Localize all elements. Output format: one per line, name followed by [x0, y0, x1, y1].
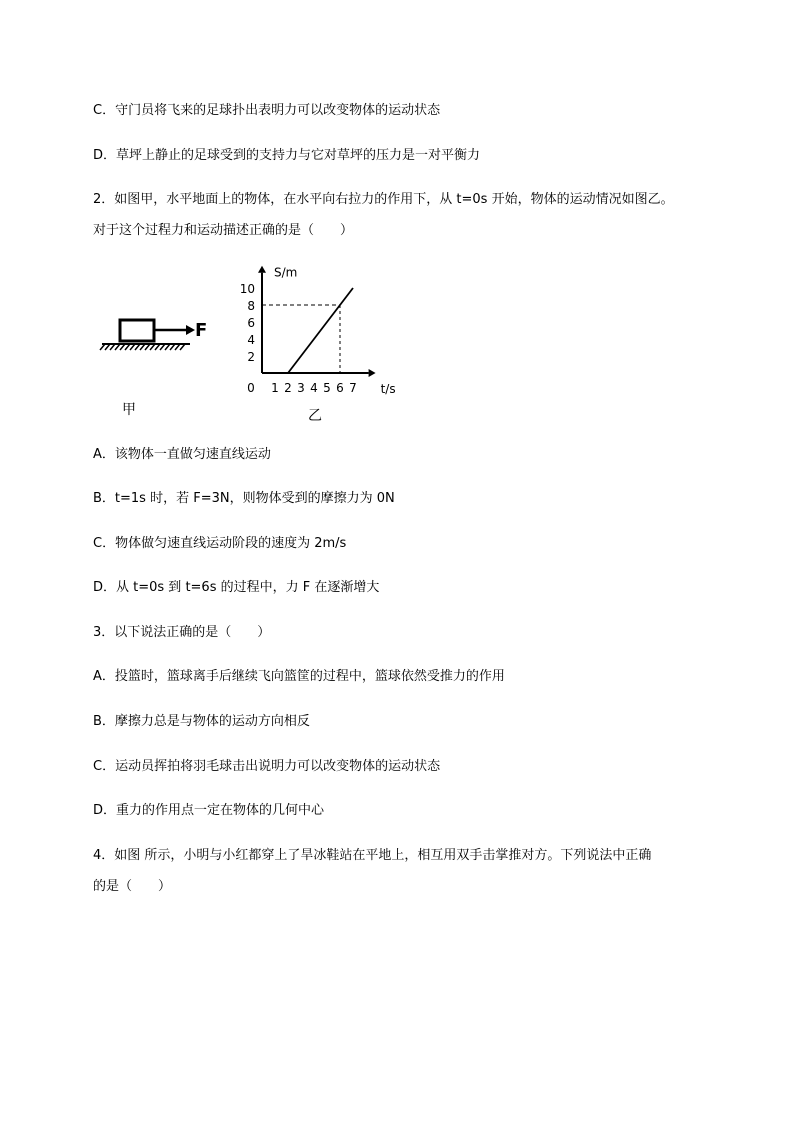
caption-jia: 甲: [122, 402, 136, 418]
x-tick-label: 1: [271, 381, 279, 395]
y-tick-label: 10: [239, 282, 255, 296]
q3-option-a: A．投篮时，篮球离手后继续飞向篮筐的过程中，篮球依然受推力的作用: [93, 669, 505, 684]
force-arrow-head: [186, 325, 195, 335]
prev-option-c: C．守门员将飞来的足球扑出表明力可以改变物体的运动状态: [93, 103, 441, 118]
q3-option-c: C．运动员挥拍将羽毛球击出说明力可以改变物体的运动状态: [93, 759, 441, 774]
block: [120, 320, 154, 341]
q2-figure: [95, 265, 425, 428]
force-label: F: [195, 320, 208, 341]
y-axis-label: S/m: [274, 265, 298, 280]
x-tick-label: 2: [284, 381, 292, 395]
q2-option-b: B．t=1s 时，若 F=3N，则物体受到的摩擦力为 0N: [93, 491, 395, 506]
q2-option-a: A．该物体一直做匀速直线运动: [93, 447, 271, 462]
q4-stem-line1: 4．如图 所示，小明与小红都穿上了旱冰鞋站在平地上，相互用双手击掌推对方。下列说法中正确: [93, 848, 652, 863]
y-axis-arrow: [258, 266, 266, 273]
q2-option-c: C．物体做匀速直线运动阶段的速度为 2m/s: [93, 536, 347, 551]
q3-stem: 3．以下说法正确的是（ ）: [93, 625, 271, 640]
x-tick-label: 5: [323, 381, 331, 395]
q3-option-d: D．重力的作用点一定在物体的几何中心: [93, 803, 325, 818]
x-tick-label: 3: [297, 381, 305, 395]
q3-option-b: B．摩擦力总是与物体的运动方向相反: [93, 714, 310, 729]
caption-yi: 乙: [308, 408, 322, 424]
y-tick-label: 2: [247, 350, 255, 364]
y-tick-label: 6: [247, 316, 255, 330]
y-tick-label: 8: [247, 299, 255, 313]
series-line: [288, 288, 353, 373]
x-tick-label: 4: [310, 381, 318, 395]
q2-option-d: D．从 t=0s 到 t=6s 的过程中，力 F 在逐渐增大: [93, 580, 380, 595]
st-chart: [240, 266, 396, 396]
x-axis-arrow: [369, 369, 376, 377]
x-tick-label: 7: [349, 381, 357, 395]
q2-stem-line2: 对于这个过程力和运动描述正确的是（ ）: [93, 223, 354, 238]
y-tick-label: 4: [247, 333, 255, 347]
q2-figure-svg: [95, 265, 425, 428]
q4-stem-line2: 的是（ ）: [93, 879, 172, 894]
prev-option-d: D．草坪上静止的足球受到的支持力与它对草坪的压力是一对平衡力: [93, 148, 481, 163]
q2-stem-line1: 2．如图甲，水平地面上的物体，在水平向右拉力的作用下，从 t=0s 开始，物体的运动情况如图乙。: [93, 192, 674, 207]
x-tick-label: 6: [336, 381, 344, 395]
x-axis-label: t/s: [380, 382, 396, 396]
x-tick-label: 0: [247, 381, 255, 395]
